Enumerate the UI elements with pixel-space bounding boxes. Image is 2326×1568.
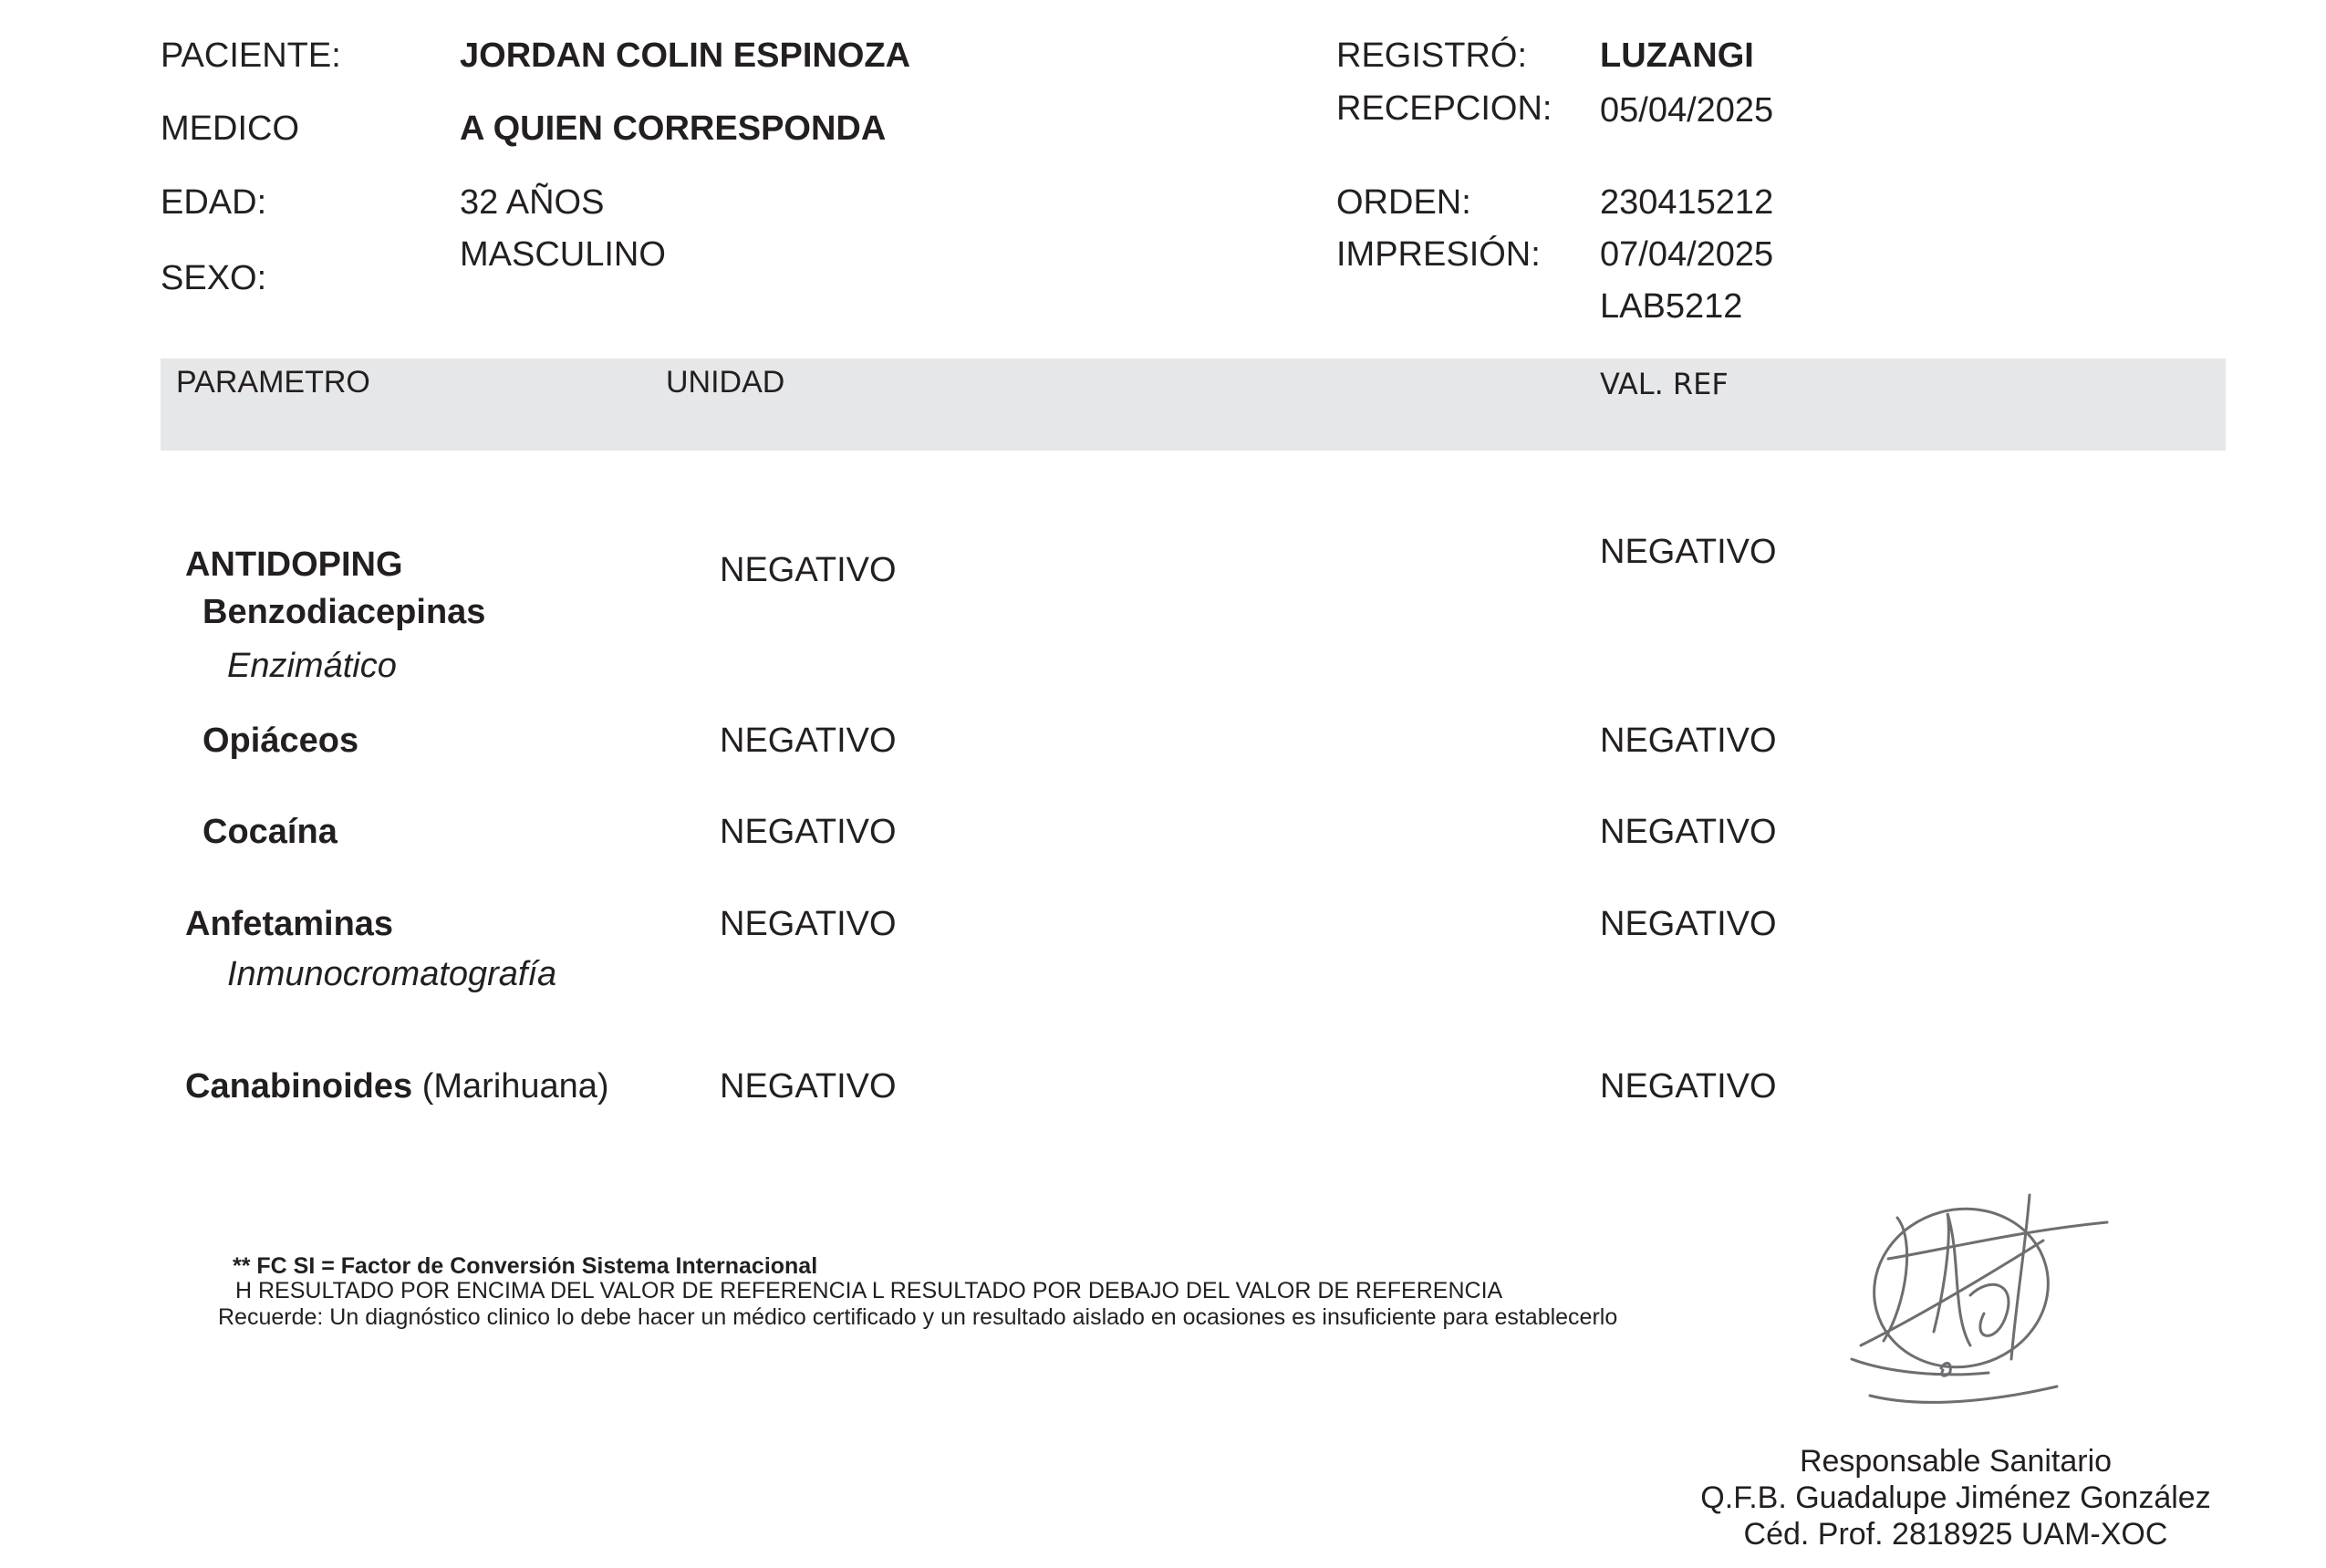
cocaina-name: Cocaína — [202, 813, 337, 851]
registro-label: REGISTRÓ: — [1336, 36, 1528, 75]
signature-cedula: Céd. Prof. 2818925 UAM-XOC — [1743, 1517, 2168, 1552]
medico-value: A QUIEN CORRESPONDA — [460, 109, 887, 148]
benzo-method: Enzimático — [227, 647, 397, 685]
note-h-l: H RESULTADO POR ENCIMA DEL VALOR DE REFERENCIA L RESULTADO POR DEBAJO DEL VALOR DE REFERENCIA — [235, 1278, 1503, 1303]
canabinoides-row-label — [185, 1067, 609, 1106]
orden-label: ORDEN: — [1336, 183, 1471, 222]
opiaceos-name: Opiáceos — [202, 722, 359, 760]
note-recuerde: Recuerde: Un diagnóstico clinico lo debe hacer un médico certificado y un resultado aislado en ocasiones es insuficiente para establecerlo — [218, 1304, 1618, 1330]
impresion-label: IMPRESIÓN: — [1336, 235, 1541, 274]
edad-value: 32 AÑOS — [460, 183, 605, 222]
signature-name: Q.F.B. Guadalupe Jiménez González — [1700, 1480, 2211, 1515]
anfetaminas-result: NEGATIVO — [720, 905, 897, 943]
note-fc-si: ** FC SI = Factor de Conversión Sistema Internacional — [233, 1253, 818, 1279]
canabinoides-result: NEGATIVO — [720, 1067, 897, 1106]
group-title: ANTIDOPING — [185, 545, 403, 584]
col-unidad: UNIDAD — [666, 365, 785, 400]
canabinoides-suffix: (Marihuana) — [421, 1067, 609, 1106]
opiaceos-result: NEGATIVO — [720, 722, 897, 760]
edad-label: EDAD: — [161, 183, 267, 222]
anfetaminas-name: Anfetaminas — [185, 905, 394, 943]
paciente-value: JORDAN COLIN ESPINOZA — [460, 36, 911, 75]
sexo-value: MASCULINO — [460, 235, 666, 274]
opiaceos-ref: NEGATIVO — [1600, 722, 1777, 760]
sexo-label: SEXO: — [161, 259, 267, 297]
lab-code: LAB5212 — [1600, 287, 1743, 326]
anfetaminas-ref: NEGATIVO — [1600, 905, 1777, 943]
col-parametro: PARAMETRO — [176, 365, 370, 400]
recepcion-label: RECEPCION: — [1336, 89, 1552, 128]
medico-label: MEDICO — [161, 109, 299, 148]
col-valref: VAL. REF — [1600, 367, 1729, 401]
canabinoides-name: Canabinoides — [185, 1067, 413, 1106]
benzo-ref: NEGATIVO — [1600, 533, 1777, 571]
cocaina-ref: NEGATIVO — [1600, 813, 1777, 851]
table-header — [161, 358, 2226, 451]
paciente-label: PACIENTE: — [161, 36, 341, 75]
recepcion-value: 05/04/2025 — [1600, 91, 1774, 130]
anfetaminas-method: Inmunocromatografía — [227, 955, 557, 993]
orden-value: 230415212 — [1600, 183, 1774, 222]
canabinoides-ref: NEGATIVO — [1600, 1067, 1777, 1106]
signature-mark — [1833, 1186, 2134, 1423]
benzo-result: NEGATIVO — [720, 551, 897, 589]
impresion-value: 07/04/2025 — [1600, 235, 1774, 274]
benzo-name: Benzodiacepinas — [202, 593, 486, 631]
signature-role: Responsable Sanitario — [1799, 1444, 2113, 1479]
cocaina-result: NEGATIVO — [720, 813, 897, 851]
registro-value: LUZANGI — [1600, 36, 1754, 75]
